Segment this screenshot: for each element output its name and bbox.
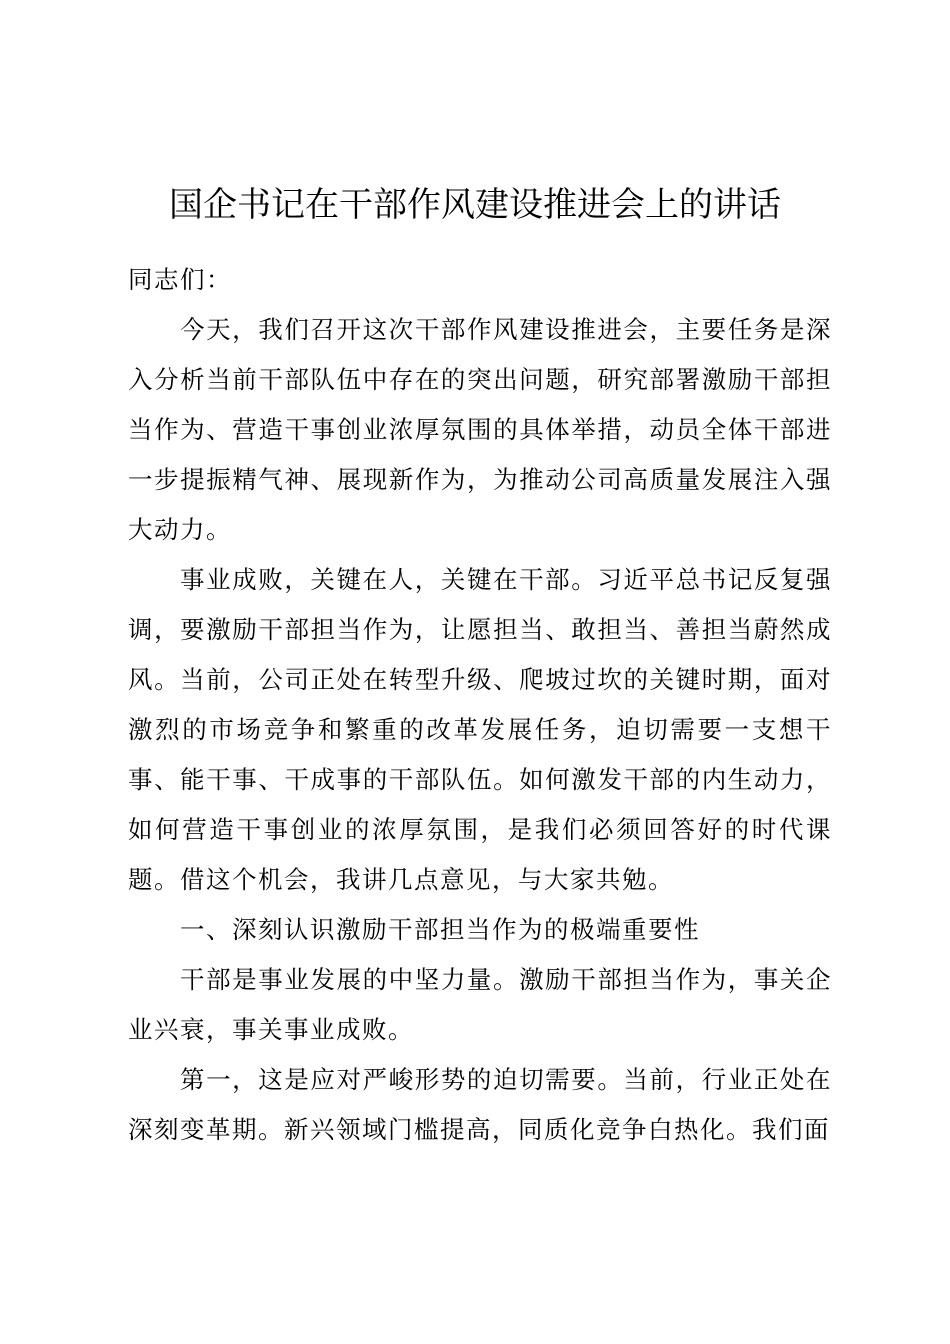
salutation: 同志们： xyxy=(128,265,232,294)
paragraph-point-1: 第一，这是应对严峻形势的迫切需要。当前，行业正处在深刻变革期。新兴领域门槛提高，同质化竞争白热化。我们面 xyxy=(128,1065,832,1144)
paragraph-cadres-key: 事业成败，关键在人，关键在干部。习近平总书记反复强调，要激励干部担当作为，让愿担当、敢担当、善担当蔚然成风。当前，公司正处在转型升级、爬坡过坎的关键时期，面对激烈的市场竞争和繁重的改革发展任务，迫切需要一支想干事、能干事、干成事的干部队伍。如何激发干部的内生动力，如何营造干事创业的浓厚氛围，是我们必须回答好的时代课题。借这个机会，我讲几点意见，与大家共勉。 xyxy=(128,565,832,894)
section-heading-1: 一、深刻认识激励干部担当作为的极端重要性 xyxy=(180,915,700,944)
document-body xyxy=(128,255,832,1155)
paragraph-section-1-intro: 干部是事业发展的中坚力量。激励干部担当作为，事关企业兴衰，事关事业成败。 xyxy=(128,965,832,1044)
paragraph-intro: 今天，我们召开这次干部作风建设推进会，主要任务是深入分析当前干部队伍中存在的突出问题，研究部署激励干部担当作为、营造干事创业浓厚氛围的具体举措，动员全体干部进一步提振精气神、展现新作为，为推动公司高质量发展注入强大动力。 xyxy=(128,315,832,544)
document-title: 国企书记在干部作风建设推进会上的讲话 xyxy=(169,185,781,225)
